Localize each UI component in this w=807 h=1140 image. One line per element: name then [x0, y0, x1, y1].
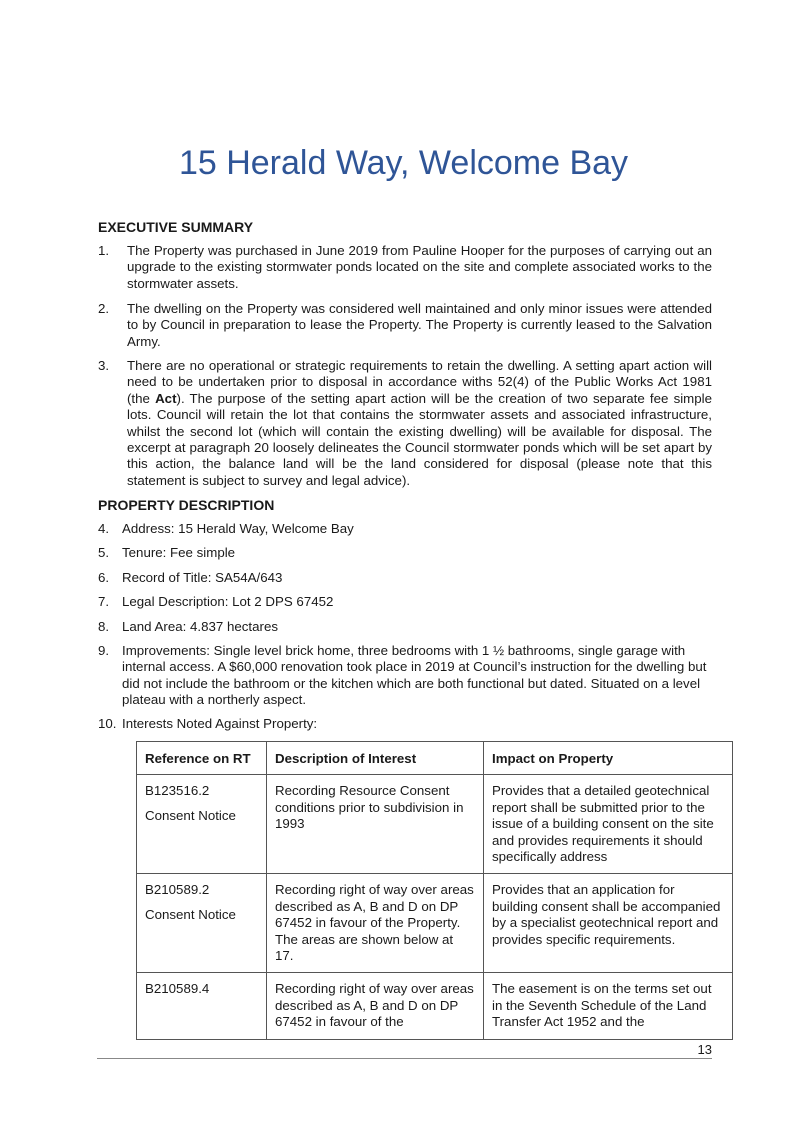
column-header: Reference on RT	[137, 742, 267, 775]
impact-cell: The easement is on the terms set out in the Seventh Schedule of the Land Transfer Act 1952 and the	[484, 973, 733, 1039]
property-description-heading: PROPERTY DESCRIPTION	[98, 497, 275, 513]
reference-cell: B123516.2 Consent Notice	[137, 775, 267, 874]
column-header: Impact on Property	[484, 742, 733, 775]
impact-cell: Provides that an application for building consent shall be accompanied by a specialist geotechnical report and provides specific requirements.	[484, 874, 733, 973]
table-header-row	[137, 742, 733, 775]
reference-cell: B210589.4	[137, 973, 267, 1039]
footer-divider	[97, 1058, 712, 1059]
page-number: 13	[697, 1042, 712, 1057]
table-row	[137, 775, 733, 874]
executive-summary-heading: EXECUTIVE SUMMARY	[98, 219, 254, 235]
table-row	[137, 973, 733, 1039]
impact-cell: Provides that a detailed geotechnical report shall be submitted prior to the issue of a building consent on the site and provides requirements it should specifically address	[484, 775, 733, 874]
reference-cell: B210589.2 Consent Notice	[137, 874, 267, 973]
description-cell: Recording Resource Consent conditions prior to subdivision in 1993	[267, 775, 484, 874]
description-cell: Recording right of way over areas described as A, B and D on DP 67452 in favour of the	[267, 973, 484, 1039]
column-header: Description of Interest	[267, 742, 484, 775]
interests-table	[136, 741, 733, 1040]
document-page: 15 Herald Way, Welcome Bay EXECUTIVE SUMMARY 1. The Property was purchased in June 2019 from Pauline Hooper for the purposes of carrying out an upgrade to the existing stormwater ponds located on the site and complete associated works to the stormwater assets. 2. The dwelling on the Property was considered well maintained and only minor issues were attended to by Council in preparation to lease the Property. The Property is currently leased to the Salvation Army. 3. There are no operational or strategic requirements to retain the dwelling. A setting apart action will need to be undertaken prior to disposal in accordance withs 52(4) of the Public Works Act 1981 (the Act). The purpose of the setting apart action will be the creation of two separate fee simple lots. Council will retain the lot that contains the stormwater assets and associated infrastructure, whilst the second lot (which will contain the existing dwelling) will be available for disposal. The excerpt at paragraph 20 loosely delineates the Council stormwater ponds which will be set apart by this action, the balance land will be the land considered for disposal (please note that this statement is subject to survey and legal advice). PROPERTY DESCRIPTION 4. Address: 15 Herald Way, Welcome Bay 5. Tenure: Fee simple 6. Record of Title: SA54A/643 7. Legal Description: Lot 2 DPS 67452 8. Land Area: 4.837 hectares 9. Improvements: Single level brick home, three bedrooms with 1 ½ bathrooms, single garage with internal access. A $60,000 renovation took place in 2019 at Council’s instruction for the dwelling but did not include the bathroom or the kitchen which are both functional but dated. Situated on a level plateau with a northerly aspect. 10. Interests Noted Against Property: Reference on RT Description of Interest Impact on Property B123516.2 Consent Notice Recording Resource Consent conditions prior to subdivision in 1993 Provides that a detailed geotechnical report shall be submitted prior to the issue of a building consent on the site and provides requirements it should specifically address B210589.2 Consent Notice Recording right of way over areas described as A, B and D on DP 67452 in favour of the Property. The areas are shown below at 17. Provides that an application for building consent shall be accompanied by a specialist geotechnical report and provides specific requirements. B210589.4 Recording right of way over areas described as A, B and D on DP 67452 in favour of the The easement is on the terms set out in the Seventh Schedule of the Land Transfer Act 1952 and the 13	[0, 0, 807, 1140]
table-row	[137, 874, 733, 973]
page-title: 15 Herald Way, Welcome Bay	[178, 144, 629, 182]
description-cell: Recording right of way over areas described as A, B and D on DP 67452 in favour of the Property. The areas are shown below at 17.	[267, 874, 484, 973]
